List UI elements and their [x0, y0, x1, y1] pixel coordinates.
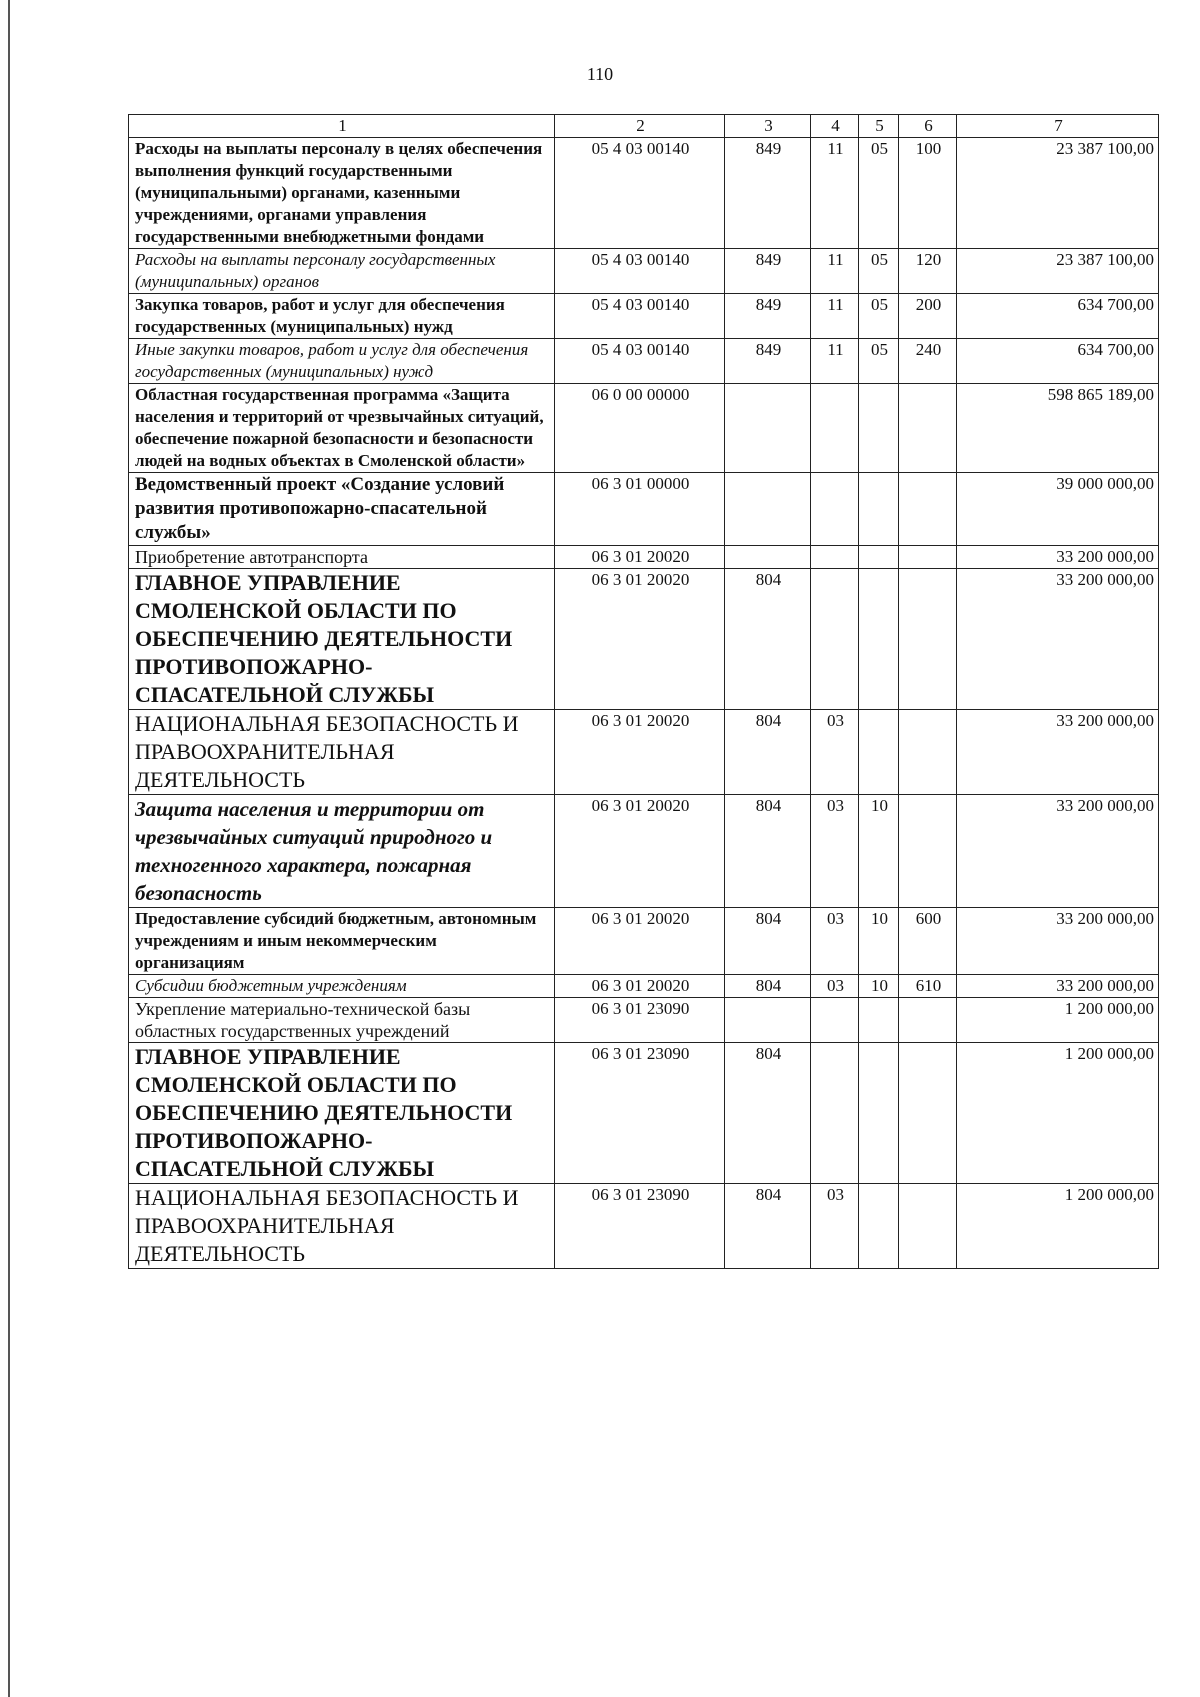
target-article-cell: 06 3 01 23090 — [555, 1184, 725, 1269]
subsection-cell — [859, 1184, 899, 1269]
subsection-cell: 10 — [859, 975, 899, 998]
expense-type-cell — [899, 795, 957, 908]
ministry-code-cell: 804 — [725, 710, 811, 795]
ministry-code-cell — [725, 998, 811, 1043]
expense-type-cell — [899, 1043, 957, 1184]
ministry-code-cell: 849 — [725, 339, 811, 384]
section-cell: 11 — [811, 249, 859, 294]
subsection-cell — [859, 546, 899, 569]
section-cell — [811, 569, 859, 710]
target-article-cell: 06 3 01 00000 — [555, 473, 725, 546]
expense-type-cell: 240 — [899, 339, 957, 384]
scan-edge-line — [8, 0, 10, 1697]
section-cell — [811, 546, 859, 569]
header-col-4: 4 — [811, 115, 859, 138]
ministry-code-cell: 804 — [725, 1043, 811, 1184]
row-name-cell: Ведомственный проект «Создание условий развития противопожарно-спасательной службы» — [129, 473, 555, 546]
table-row — [129, 1184, 1159, 1269]
amount-cell: 33 200 000,00 — [957, 795, 1159, 908]
expense-type-cell — [899, 473, 957, 546]
page-number: 110 — [586, 64, 614, 84]
amount-cell: 33 200 000,00 — [957, 908, 1159, 975]
target-article-cell: 05 4 03 00140 — [555, 138, 725, 249]
amount-cell: 23 387 100,00 — [957, 249, 1159, 294]
row-name-cell: Приобретение автотранспорта — [129, 546, 555, 569]
subsection-cell — [859, 384, 899, 473]
table-row — [129, 710, 1159, 795]
table-row — [129, 339, 1159, 384]
target-article-cell: 06 3 01 20020 — [555, 795, 725, 908]
table-row — [129, 384, 1159, 473]
subsection-cell — [859, 1043, 899, 1184]
expense-type-cell — [899, 384, 957, 473]
target-article-cell: 05 4 03 00140 — [555, 294, 725, 339]
amount-cell: 634 700,00 — [957, 294, 1159, 339]
header-col-2: 2 — [555, 115, 725, 138]
ministry-code-cell: 804 — [725, 975, 811, 998]
section-cell: 03 — [811, 1184, 859, 1269]
amount-cell: 33 200 000,00 — [957, 975, 1159, 998]
table-row — [129, 908, 1159, 975]
ministry-code-cell: 804 — [725, 569, 811, 710]
row-name-cell: Расходы на выплаты персоналу в целях обеспечения выполнения функций государственными (муниципальными) органами, казенными учреждениями, органами управления государственными внебюджетными фондами — [129, 138, 555, 249]
header-col-1: 1 — [129, 115, 555, 138]
subsection-cell: 05 — [859, 138, 899, 249]
table-row — [129, 294, 1159, 339]
target-article-cell: 05 4 03 00140 — [555, 249, 725, 294]
target-article-cell: 06 3 01 20020 — [555, 546, 725, 569]
amount-cell: 33 200 000,00 — [957, 710, 1159, 795]
header-col-3: 3 — [725, 115, 811, 138]
expense-type-cell: 600 — [899, 908, 957, 975]
section-cell: 03 — [811, 975, 859, 998]
amount-cell: 1 200 000,00 — [957, 1184, 1159, 1269]
expense-type-cell — [899, 710, 957, 795]
row-name-cell: Расходы на выплаты персоналу государственных (муниципальных) органов — [129, 249, 555, 294]
target-article-cell: 06 3 01 23090 — [555, 1043, 725, 1184]
expense-type-cell — [899, 569, 957, 710]
expense-type-cell: 100 — [899, 138, 957, 249]
subsection-cell: 05 — [859, 294, 899, 339]
subsection-cell: 10 — [859, 908, 899, 975]
section-cell — [811, 384, 859, 473]
subsection-cell — [859, 473, 899, 546]
subsection-cell: 10 — [859, 795, 899, 908]
row-name-cell: Областная государственная программа «Защита населения и территорий от чрезвычайных ситуаций, обеспечение пожарной безопасности и безопасности людей на водных объектах в Смоленской области» — [129, 384, 555, 473]
section-cell: 03 — [811, 908, 859, 975]
ministry-code-cell: 804 — [725, 795, 811, 908]
expense-type-cell: 200 — [899, 294, 957, 339]
row-name-cell: ГЛАВНОЕ УПРАВЛЕНИЕ СМОЛЕНСКОЙ ОБЛАСТИ ПО ОБЕСПЕЧЕНИЮ ДЕЯТЕЛЬНОСТИ ПРОТИВОПОЖАРНО-СПАСАТЕЛЬНОЙ СЛУЖБЫ — [129, 569, 555, 710]
ministry-code-cell: 804 — [725, 908, 811, 975]
expense-type-cell: 120 — [899, 249, 957, 294]
ministry-code-cell — [725, 546, 811, 569]
subsection-cell: 05 — [859, 339, 899, 384]
table-row — [129, 795, 1159, 908]
expense-type-cell: 610 — [899, 975, 957, 998]
row-name-cell: Предоставление субсидий бюджетным, автономным учреждениям и иным некоммерческим организациям — [129, 908, 555, 975]
table-row — [129, 473, 1159, 546]
section-cell — [811, 998, 859, 1043]
header-col-7: 7 — [957, 115, 1159, 138]
budget-table — [128, 114, 1159, 1269]
header-col-6: 6 — [899, 115, 957, 138]
expense-type-cell — [899, 546, 957, 569]
section-cell: 11 — [811, 294, 859, 339]
table-row — [129, 138, 1159, 249]
row-name-cell: Закупка товаров, работ и услуг для обеспечения государственных (муниципальных) нужд — [129, 294, 555, 339]
amount-cell: 39 000 000,00 — [957, 473, 1159, 546]
amount-cell: 634 700,00 — [957, 339, 1159, 384]
target-article-cell: 06 3 01 20020 — [555, 710, 725, 795]
header-row — [129, 115, 1159, 138]
subsection-cell — [859, 998, 899, 1043]
table-row — [129, 1043, 1159, 1184]
row-name-cell: Субсидии бюджетным учреждениям — [129, 975, 555, 998]
row-name-cell: НАЦИОНАЛЬНАЯ БЕЗОПАСНОСТЬ И ПРАВООХРАНИТЕЛЬНАЯ ДЕЯТЕЛЬНОСТЬ — [129, 710, 555, 795]
ministry-code-cell — [725, 473, 811, 546]
amount-cell: 598 865 189,00 — [957, 384, 1159, 473]
ministry-code-cell: 849 — [725, 138, 811, 249]
ministry-code-cell: 849 — [725, 294, 811, 339]
amount-cell: 33 200 000,00 — [957, 546, 1159, 569]
ministry-code-cell: 804 — [725, 1184, 811, 1269]
row-name-cell: НАЦИОНАЛЬНАЯ БЕЗОПАСНОСТЬ И ПРАВООХРАНИТЕЛЬНАЯ ДЕЯТЕЛЬНОСТЬ — [129, 1184, 555, 1269]
amount-cell: 1 200 000,00 — [957, 998, 1159, 1043]
target-article-cell: 06 3 01 20020 — [555, 908, 725, 975]
target-article-cell: 06 3 01 20020 — [555, 975, 725, 998]
row-name-cell: Укрепление материально-технической базы областных государственных учреждений — [129, 998, 555, 1043]
header-col-5: 5 — [859, 115, 899, 138]
section-cell — [811, 1043, 859, 1184]
table-row — [129, 546, 1159, 569]
target-article-cell: 05 4 03 00140 — [555, 339, 725, 384]
ministry-code-cell: 849 — [725, 249, 811, 294]
ministry-code-cell — [725, 384, 811, 473]
table-row — [129, 569, 1159, 710]
amount-cell: 23 387 100,00 — [957, 138, 1159, 249]
target-article-cell: 06 3 01 23090 — [555, 998, 725, 1043]
subsection-cell: 05 — [859, 249, 899, 294]
section-cell: 03 — [811, 710, 859, 795]
amount-cell: 1 200 000,00 — [957, 1043, 1159, 1184]
section-cell — [811, 473, 859, 546]
row-name-cell: Защита населения и территории от чрезвычайных ситуаций природного и техногенного характера, пожарная безопасность — [129, 795, 555, 908]
target-article-cell: 06 3 01 20020 — [555, 569, 725, 710]
section-cell: 03 — [811, 795, 859, 908]
expense-type-cell — [899, 998, 957, 1043]
subsection-cell — [859, 710, 899, 795]
table-row — [129, 975, 1159, 998]
subsection-cell — [859, 569, 899, 710]
table-row — [129, 249, 1159, 294]
expense-type-cell — [899, 1184, 957, 1269]
row-name-cell: ГЛАВНОЕ УПРАВЛЕНИЕ СМОЛЕНСКОЙ ОБЛАСТИ ПО ОБЕСПЕЧЕНИЮ ДЕЯТЕЛЬНОСТИ ПРОТИВОПОЖАРНО-СПАСАТЕЛЬНОЙ СЛУЖБЫ — [129, 1043, 555, 1184]
target-article-cell: 06 0 00 00000 — [555, 384, 725, 473]
amount-cell: 33 200 000,00 — [957, 569, 1159, 710]
table-row — [129, 998, 1159, 1043]
section-cell: 11 — [811, 138, 859, 249]
section-cell: 11 — [811, 339, 859, 384]
row-name-cell: Иные закупки товаров, работ и услуг для обеспечения государственных (муниципальных) нужд — [129, 339, 555, 384]
